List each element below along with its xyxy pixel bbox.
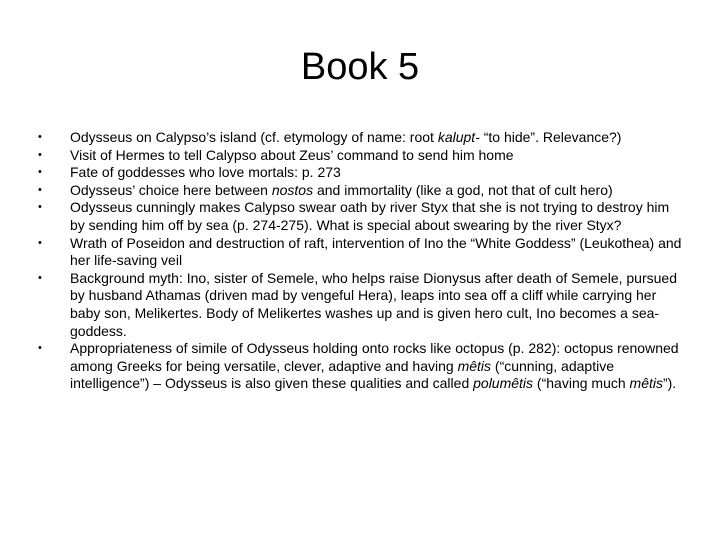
bullet-item: [36, 270, 686, 340]
bullet-text: [70, 235, 686, 270]
bullet-dot-icon: •: [38, 236, 42, 249]
bullet-dot-icon: •: [38, 201, 42, 214]
bullet-item: [36, 199, 686, 234]
italic-term: mêtis: [629, 375, 663, 392]
bullet-item: [36, 340, 686, 393]
bullet-text-segment: Wrath of Poseidon and destruction of raft, intervention of Ino the “White Goddess” (Leukothea) and her life-saving veil: [70, 234, 682, 269]
bullet-item: [36, 129, 686, 147]
bullet-text-segment: (“cunning, adaptive intelligence”) – Odysseus is also given these qualities and called: [70, 357, 614, 392]
bullet-dot-icon: •: [38, 166, 42, 179]
bullet-item: [36, 164, 686, 182]
bullet-text: [70, 340, 686, 393]
bullet-text-segment: Fate of goddesses who love mortals: p. 273: [70, 164, 341, 181]
bullet-text-segment: ”).: [662, 375, 677, 392]
italic-term: mêtis: [457, 357, 492, 374]
italic-term: nostos: [271, 181, 314, 198]
bullet-text-segment: Background myth: Ino, sister of Semele, who helps raise Dionysus after death of Semele, pursued by husband Athamas (driven mad by vengeful Hera), leaps into sea off a cliff while carrying her baby son, Melikertes. Body of Melikertes washes up and is given hero cult, Ino becomes a sea-goddess.: [70, 269, 677, 339]
bullet-text: [70, 129, 686, 147]
bullet-dot-icon: •: [38, 131, 42, 143]
bullet-text: [70, 182, 686, 200]
bullet-text-segment: Odysseus’ choice here between: [70, 181, 272, 198]
bullet-text-segment: (“having much: [533, 375, 630, 392]
italic-term: kalupt-: [437, 129, 480, 145]
slide-title: Book 5: [300, 46, 420, 88]
bullet-text: [70, 164, 686, 182]
bullet-text-segment: Odysseus cunningly makes Calypso swear oath by river Styx that she is not trying to destroy him by sending him off by sea (p. 274-275). What is special about swearing by the river Styx?: [70, 199, 670, 233]
bullet-item: [36, 147, 686, 165]
bullet-text-segment: Appropriateness of simile of Odysseus holding onto rocks like octopus (p. 282): octopus renowned among Greeks for being versatile, clever, adaptive and having: [70, 340, 679, 374]
bullet-text-segment: and immortality (like a god, not that of cult hero): [313, 181, 613, 198]
bullet-item: [36, 182, 686, 200]
bullet-text: [70, 147, 686, 165]
bullet-item: [36, 235, 686, 270]
bullet-dot-icon: •: [38, 271, 42, 284]
bullet-text-segment: Visit of Hermes to tell Calypso about Zeus’ command to send him home: [70, 146, 514, 163]
bullet-text: [70, 199, 686, 234]
bullet-dot-icon: •: [38, 342, 42, 355]
bullet-dot-icon: •: [38, 148, 42, 161]
bullet-list: [36, 129, 686, 393]
bullet-text: [70, 270, 686, 340]
italic-term: polumêtis: [473, 375, 534, 392]
bullet-dot-icon: •: [38, 183, 42, 196]
bullet-text-segment: “to hide”. Relevance?): [479, 129, 622, 145]
bullet-text-segment: Odysseus on Calypso’s island (cf. etymology of name: root: [70, 129, 438, 145]
